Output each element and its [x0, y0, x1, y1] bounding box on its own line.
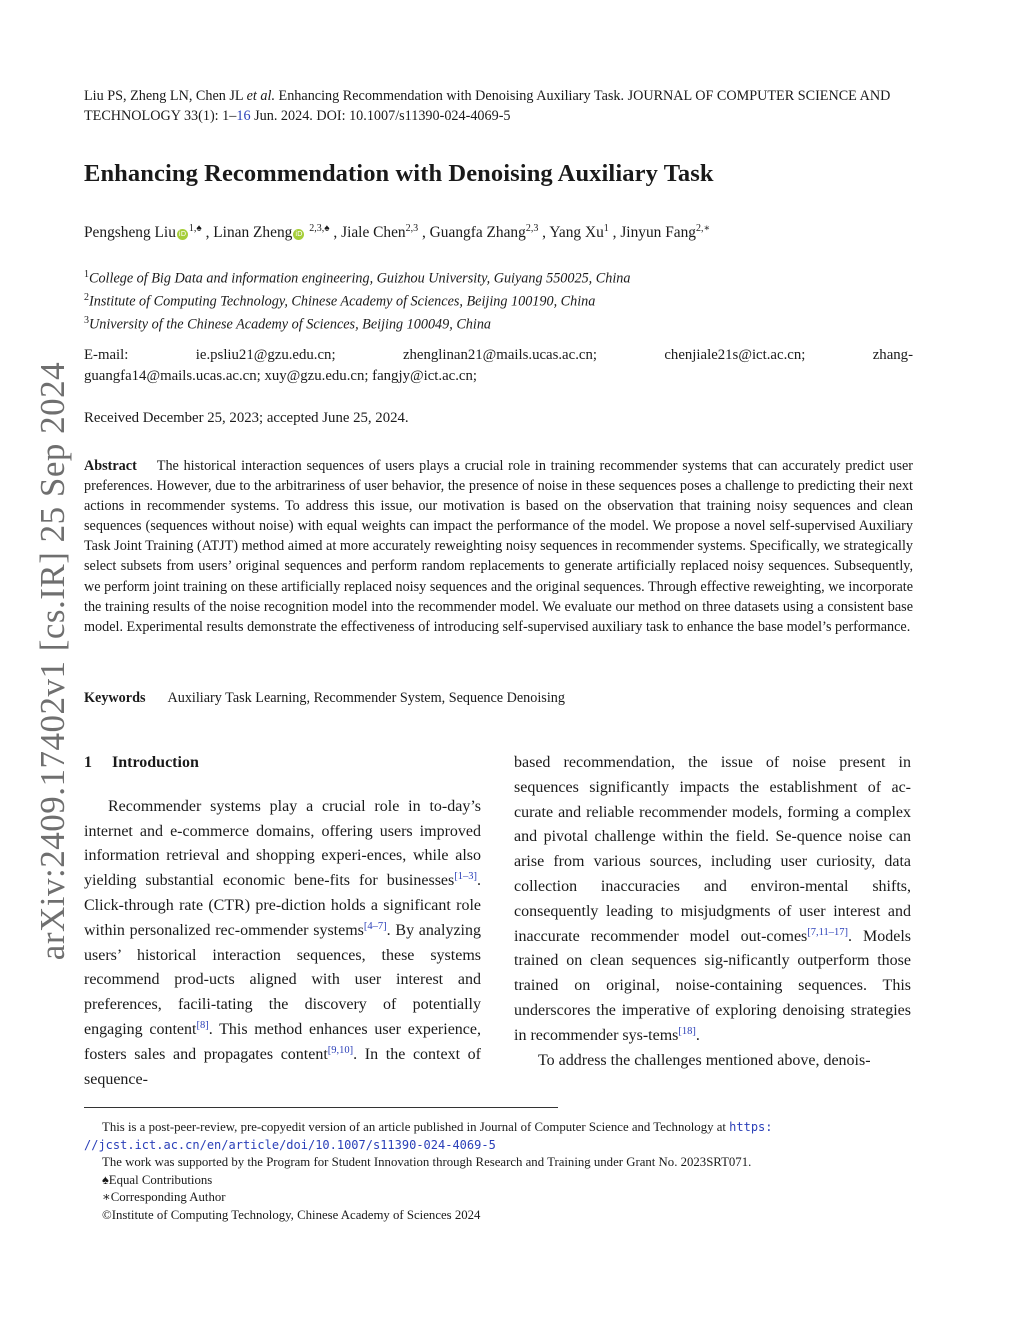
keywords: Keywords Auxiliary Task Learning, Recommender System, Sequence Denoising: [84, 690, 565, 706]
citation-link[interactable]: [4–7]: [363, 920, 387, 932]
intro-paragraph-continued: based recommendation, the issue of noise present in sequences significantly impacts the establishment of ac-curate and reliable recommender models, forming a complex and pivotal challenge within the field. Se-quence noise can arise from various sources, including user curiosity, data collection inaccuracies and environ-mental shifts, consequently leading to misjudgments of user interest and inaccurate recommender model out-comes[7,11–17]. Models trained on clean sequences sig-nificantly outperform those trained on original, noise-containing sequences. This underscores the imperative of exploring denoising strategies in recommender sys-tems[18].: [514, 754, 911, 1044]
author-name: Linan Zheng: [213, 224, 293, 242]
citation-header: Liu PS, Zheng LN, Chen JL et al. Enhancing Recommendation with Denoising Auxiliary Task. JOURNAL OF COMPUTER SCIENCE AND TECHNOLOGY 33(1): 1–16 Jun. 2024. DOI: 10.1007/s11390-024-4069-5: [84, 88, 891, 124]
email-address[interactable]: zhang-: [872, 347, 913, 363]
orcid-icon[interactable]: iD: [178, 230, 187, 239]
orcid-icon[interactable]: iD: [295, 230, 303, 239]
citation-link[interactable]: [9,10]: [327, 1044, 354, 1056]
email-address[interactable]: chenjiale21s@ict.ac.cn;: [664, 347, 806, 363]
author-name: Guangfa Zhang: [429, 224, 526, 242]
email-address[interactable]: zhenglinan21@mails.ucas.ac.cn;: [402, 347, 597, 363]
author-name: Jinyun Fang: [620, 224, 696, 242]
intro-paragraph: Recommender systems play a crucial role in to-day’s internet and e-commerce domains, offering users improved information retrieval and shopping experi-ences, while also yielding substantial economic bene-fits for businesses[1–3]. Click-through rate (CTR) pre-diction holds a significant role within personalized rec-ommender systems[4–7]. By analyzing users’ historical interaction sequences, these systems recommend prod-ucts aligned with user interest and preferences, facili-tating the discovery of potentially engaging content[8]. This method enhances user experience, fosters sales and propagates content[9,10]. In the context of sequence-: [84, 797, 482, 1088]
paper-title: Enhancing Recommendation with Denoising Auxiliary Task: [84, 160, 714, 187]
citation-link[interactable]: [1–3]: [454, 871, 477, 883]
arxiv-side-stamp: arXiv:2409.17402v1 [cs.IR] 25 Sep 2024: [33, 361, 72, 961]
footnotes: [84, 1119, 913, 1224]
author-name: Pengsheng Liu: [84, 224, 176, 242]
affiliation-3: $^3$University of the Chinese Academy of Sciences, Beijing 100049, China: [84, 315, 492, 333]
footnote-funding: The work was supported by the Program for Student Innovation through Research and Training under Grant No. 2023SRT071.: [102, 1155, 752, 1169]
email-address[interactable]: ie.psliu21@gzu.edu.cn;: [195, 347, 336, 363]
article-url-link[interactable]: //jcst.ict.ac.cn/en/article/doi/10.1007/s11390-024-4069-5: [84, 1137, 496, 1152]
last-page-link[interactable]: 16: [236, 108, 251, 124]
email-address-line2[interactable]: guangfa14@mails.ucas.ac.cn; xuy@gzu.edu.cn; fangjy@ict.ac.cn;: [84, 368, 477, 384]
author-name: Yang Xu: [549, 224, 604, 242]
section-heading: 1 Introduction: [84, 754, 199, 771]
abstract: Abstract The historical interaction sequences of users plays a crucial role in training recommender systems that can accurately predict user preferences. However, due to the arbitrariness of user behavior, the presence of noise in these sequences poses a challenge to predicting their next actions in recommender systems. To address this issue, our motivation is based on the observation that training noisy sequences and clean sequences (sequences without noise) with equal weights can impact the performance of the model. We propose a novel self-supervised Auxiliary Task Joint Training (ATJT) method aimed at more accurately reweighting noisy sequences in recommender systems. Specifically, we strategically select subsets from users’ original sequences and perform random replacements to generate artificially replaced noisy sequences. Subsequently, we perform joint training on these artificially replaced noisy sequences and the original sequences. Through effective reweighting, we incorporate the training results of the noise recognition model into the recommender model. We evaluate our method on three datasets using a consistent base model. Experimental results demonstrate the effectiveness of introducing self-supervised auxiliary task to enhance the base model’s performance.: [84, 458, 913, 635]
abstract-label: Abstract: [84, 458, 137, 474]
left-column: [84, 751, 481, 1092]
received-date: Received December 25, 2023; accepted June 25, 2024.: [84, 410, 409, 426]
author-name: Jiale Chen: [341, 224, 406, 242]
email-block: E-mail: ie.psliu21@gzu.edu.cn; zhenglinan21@mails.ucas.ac.cn; chenjiale21s@ict.ac.cn; zhang- guangfa14@mails.ucas.ac.cn; xuy@gzu.edu.cn; fangjy@ict.ac.cn;: [84, 345, 913, 387]
citation-link[interactable]: [18]: [678, 1025, 696, 1037]
intro-paragraph-2: To address the challenges mentioned above, denois-: [538, 1051, 871, 1069]
footnote-equal-contrib: ♠Equal Contributions: [102, 1172, 213, 1187]
article-url-link[interactable]: https:: [729, 1120, 773, 1134]
citation-link[interactable]: [7,11–17]: [807, 926, 849, 938]
affiliation-1: $^1$College of Big Data and information engineering, Guizhou University, Guiyang 550025, China: [84, 269, 631, 287]
footnote-preprint: This is a post-peer-review, pre-copyedit version of an article published in Journal of Computer Science and Technology at https:: [102, 1120, 773, 1134]
author-list: Pengsheng Liu $iD^{1,♠}$ , Linan Zheng iD $^{2,3,♠}$ , Jiale Chen$^{2,3}$ , Guangfa Zhang$^{2,3}$ , Yang Xu$^1$ , Jinyun Fang$^{2,∗}$: [84, 223, 711, 242]
footnote-rule: [84, 1107, 558, 1108]
footnote-copyright: ©Institute of Computing Technology, Chinese Academy of Sciences 2024: [102, 1207, 481, 1222]
footnote-url-cont: [84, 1137, 913, 1155]
affiliation-2: $^2$Institute of Computing Technology, Chinese Academy of Sciences, Beijing 100190, China: [84, 292, 596, 310]
right-column: [514, 751, 911, 1073]
footnote-corresponding: ∗Corresponding Author: [102, 1190, 226, 1204]
citation-link[interactable]: [8]: [196, 1019, 209, 1031]
